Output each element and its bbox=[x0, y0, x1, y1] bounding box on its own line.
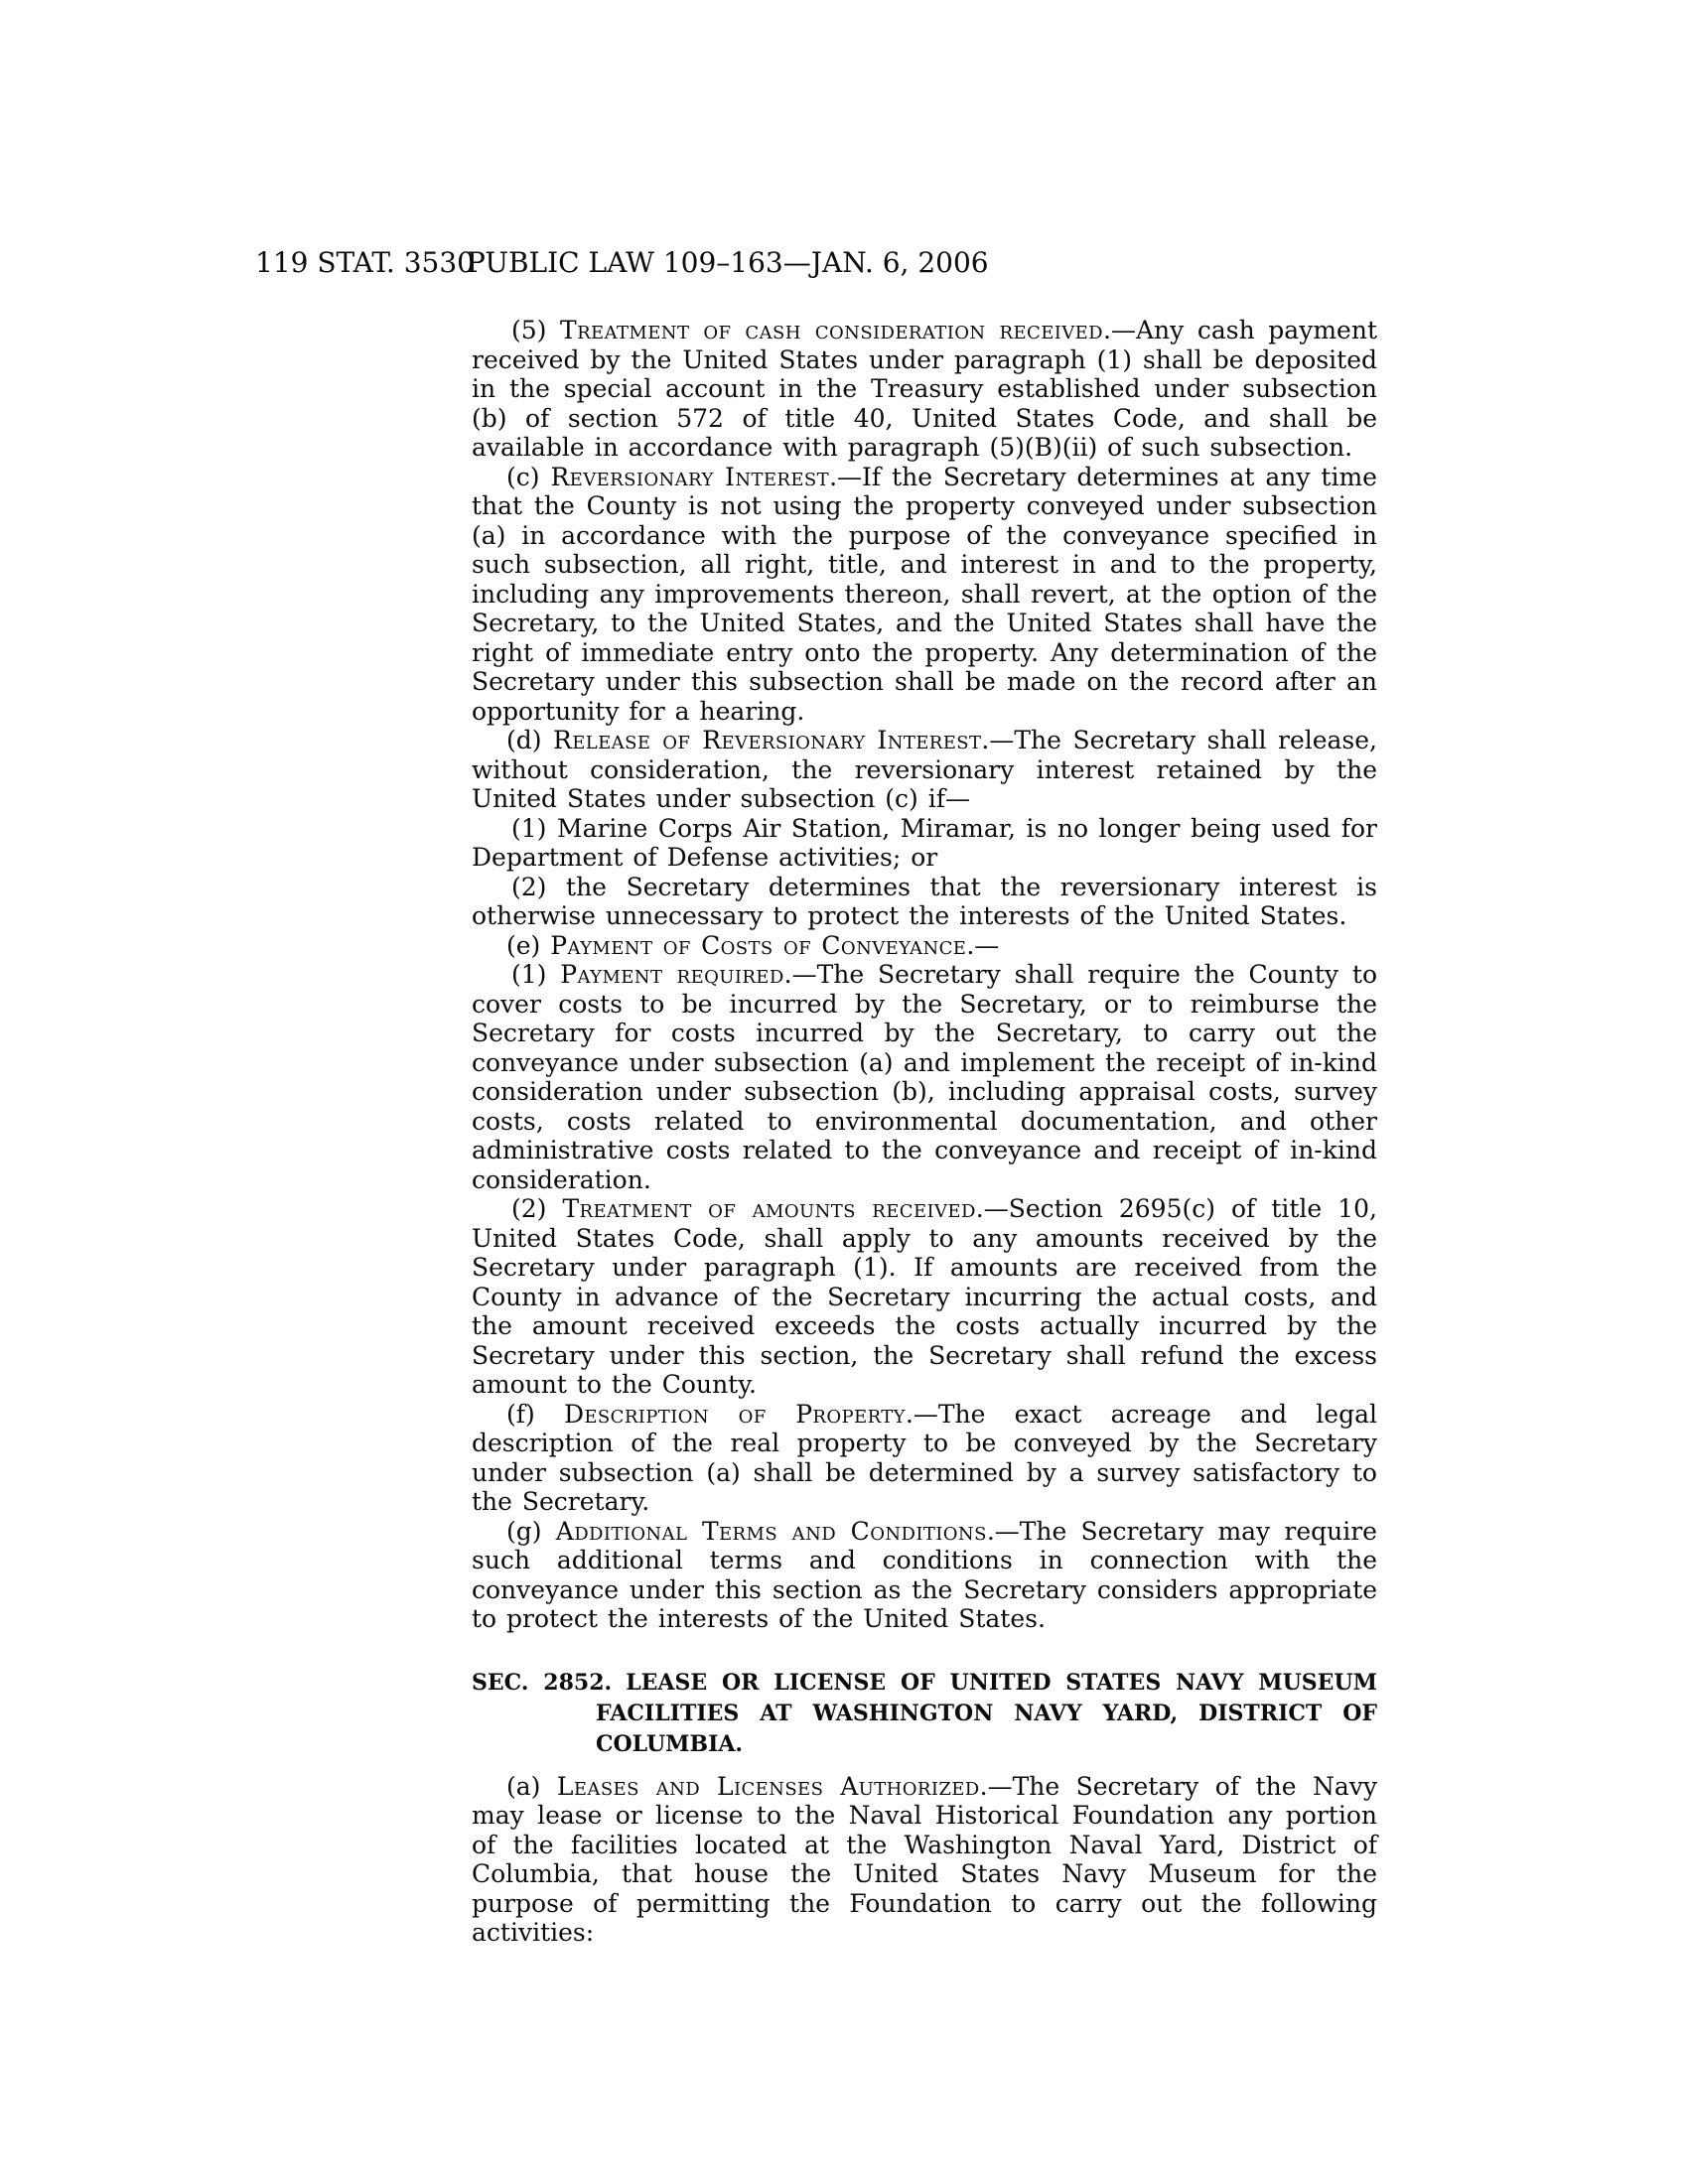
paragraph-number: (1) bbox=[511, 960, 561, 989]
paragraph-number: (g) bbox=[506, 1516, 556, 1546]
page-stat-number: 119 STAT. 3530 bbox=[255, 246, 475, 279]
paragraph-text: (1) Marine Corps Air Station, Miramar, is no longer being used for Department of Defense activities; or bbox=[472, 813, 1377, 872]
paragraph-text: .—The Secretary of the Navy may lease or license to the Naval Historical Foundation any portion of the facilities located at the Washington Naval Yard, District of Columbia, that house the United States Navy Museum for the purpose of permitting the Foundation to carry out the following activities: bbox=[472, 1771, 1377, 1947]
section-number: SEC. 2852. bbox=[472, 1669, 613, 1696]
paragraph-text: .—Any cash payment received by the United States under paragraph (1) shall be deposited in the special account in the Treasury established under subsection (b) of section 572 of title 40, United States Code, and shall be available in accordance with paragraph (5)(B)(ii) of such subsection. bbox=[472, 316, 1377, 462]
paragraph-text: .—The exact acreage and legal description of the real property to be conveyed by the Secretary under subsection (a) shall be determined by a survey satisfactory to the Secretary. bbox=[472, 1399, 1377, 1516]
clause-d1-miramar-no-longer-used bbox=[472, 814, 1377, 873]
running-header bbox=[0, 246, 1688, 280]
paragraph-text: .—The Secretary shall release, without consideration, the reversionary interest retained by the United States under subsection (c) if— bbox=[472, 726, 1377, 813]
paragraph-text: .—Section 2695(c) of title 10, United States Code, shall apply to any amounts received by the Secretary under paragraph (1). If amounts are received from the County in advance of the Secretary incurring the actual costs, and the amount received exceeds the costs actually incurred by the Secretary under this section, the Secretary shall refund the excess amount to the County. bbox=[472, 1194, 1377, 1399]
paragraph-text: .—The Secretary may require such additional terms and conditions in connection with the conveyance under this section as the Secretary considers appropriate to protect the interests of the United States. bbox=[472, 1516, 1377, 1633]
section-title: LEASE OR LICENSE OF UNITED STATES NAVY MUSEUM FACILITIES AT WASHINGTON NAVY YARD, DISTRICT OF COLUMBIA. bbox=[596, 1669, 1377, 1757]
paragraph-number: (e) bbox=[506, 930, 551, 960]
small-caps-heading: Leases and Licenses Authorized bbox=[556, 1771, 980, 1801]
subsection-c-reversionary-interest bbox=[472, 463, 1377, 727]
clause-d2-secretary-determines bbox=[472, 873, 1377, 931]
small-caps-heading: Reversionary Interest bbox=[550, 462, 830, 491]
small-caps-heading: Treatment of cash consideration received bbox=[560, 316, 1104, 344]
paragraph-number: (2) bbox=[511, 1194, 563, 1223]
small-caps-heading: Release of Reversionary Interest bbox=[553, 726, 982, 754]
paragraph-number: (c) bbox=[506, 462, 551, 491]
paragraph-text: .—If the Secretary determines at any time that the County is not using the property conveyed under subsection (a) in accordance with the purpose of the conveyance specified in such subsection, all right, title, and interest in and to the property, including any improvements thereon, shall revert, at the option of the Secretary, to the United States, and the United States shall have the right of immediate entry onto the property. Any determination of the Secretary under this subsection shall be made on the record after an opportunity for a hearing. bbox=[472, 462, 1377, 726]
paragraph-number: (d) bbox=[506, 726, 554, 754]
subsection-f-description-of-property bbox=[472, 1400, 1377, 1517]
paragraph-text: (2) the Secretary determines that the reversionary interest is otherwise unnecessary to protect the interests of the United States. bbox=[472, 872, 1377, 930]
small-caps-heading: Treatment of amounts received bbox=[562, 1194, 976, 1223]
subsection-g-additional-terms bbox=[472, 1517, 1377, 1634]
subsection-e-payment-of-costs bbox=[472, 931, 1377, 961]
paragraph-number: (a) bbox=[506, 1771, 557, 1801]
paragraph-e1-payment-required bbox=[472, 960, 1377, 1194]
paragraph-number: (f) bbox=[506, 1399, 564, 1429]
small-caps-heading: Payment of Costs of Conveyance bbox=[550, 930, 967, 960]
paragraph-text: .—The Secretary shall require the County to cover costs to be incurred by the Secretary, or to reimburse the Secretary for costs incurred by the Secretary, to carry out the conveyance under subsection (a) and implement the receipt of in-kind consideration under subsection (b), including appraisal costs, survey costs, costs related to environmental documentation, and other administrative costs related to the conveyance and receipt of in-kind consideration. bbox=[472, 960, 1377, 1194]
statute-body bbox=[472, 316, 1377, 1948]
paragraph-e2-treatment-of-amounts bbox=[472, 1194, 1377, 1400]
subsection-d-release-of-reversionary-interest bbox=[472, 726, 1377, 814]
subsection-a-leases-and-licenses bbox=[472, 1772, 1377, 1948]
small-caps-heading: Additional Terms and Conditions bbox=[555, 1516, 987, 1546]
paragraph-text: .— bbox=[966, 930, 1000, 960]
section-2852-heading bbox=[472, 1668, 1377, 1760]
paragraph-5-treatment-of-cash-consideration bbox=[472, 316, 1377, 463]
small-caps-heading: Payment required bbox=[560, 960, 784, 989]
paragraph-number: (5) bbox=[511, 316, 561, 344]
public-law-header: PUBLIC LAW 109–163—JAN. 6, 2006 bbox=[467, 246, 989, 279]
small-caps-heading: Description of Property bbox=[563, 1399, 906, 1429]
